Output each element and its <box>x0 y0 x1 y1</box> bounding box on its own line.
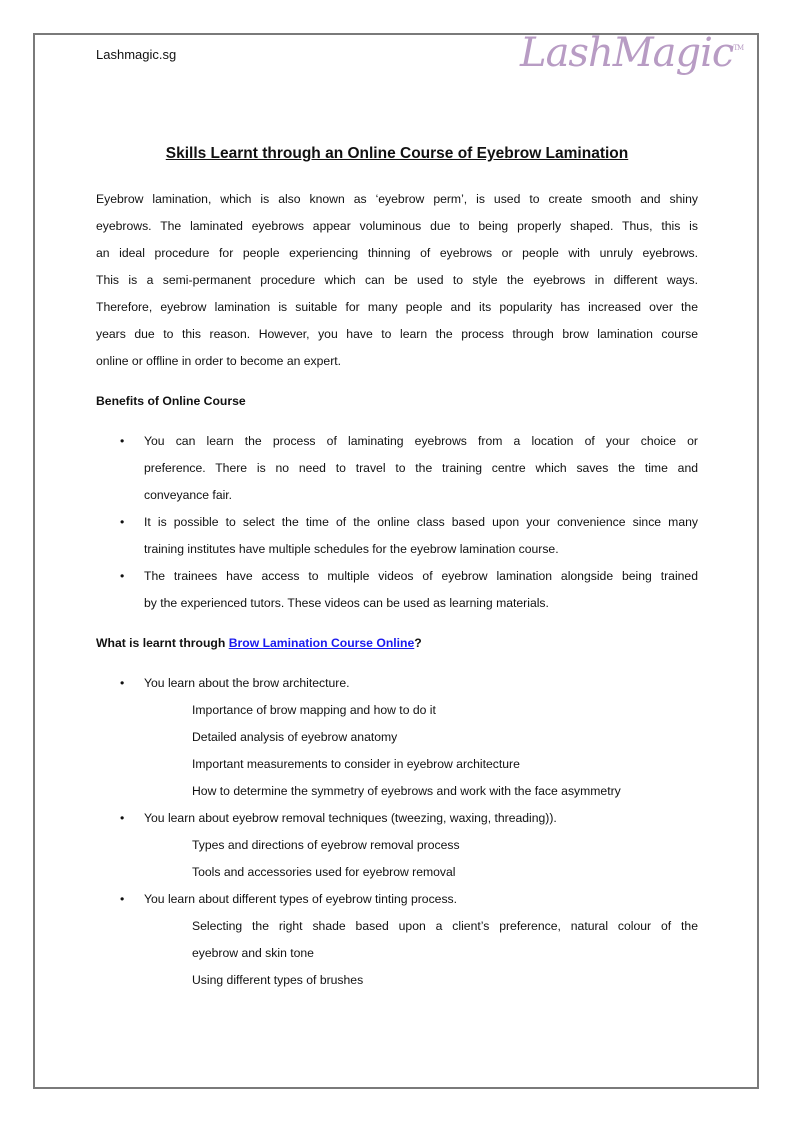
spacer <box>96 657 698 670</box>
bullet-icon: • <box>120 811 125 825</box>
text-line: This is a semi-permanent procedure which can be used to style the eyebrows in different ways. <box>96 273 698 287</box>
text-line: Detailed analysis of eyebrow anatomy <box>192 730 398 744</box>
text-line: How to determine the symmetry of eyebrows and work with the face asymmetry <box>192 784 621 798</box>
sub-item <box>96 913 698 967</box>
text-line: You learn about different types of eyebrow tinting process. <box>144 892 458 906</box>
bullet-item <box>96 886 698 913</box>
text-line: online or offline in order to become an expert. <box>96 354 342 368</box>
bullet-item <box>96 805 698 832</box>
document-body <box>96 186 698 994</box>
spacer <box>96 617 698 630</box>
bullet-icon: • <box>120 515 125 529</box>
text-line: Eyebrow lamination, which is also known as ‘eyebrow perm’, is used to create smooth and shiny <box>96 192 698 206</box>
lashmagic-logo <box>520 30 743 76</box>
text-line: preference. There is no need to travel to the training centre which saves the time and <box>144 461 698 475</box>
sub-item <box>96 751 698 778</box>
text-line: Selecting the right shade based upon a client’s preference, natural colour of the <box>192 919 698 933</box>
sub-item <box>96 724 698 751</box>
text-line: It is possible to select the time of the online class based upon your convenience since many <box>144 515 698 529</box>
learnt-heading <box>96 630 698 657</box>
sub-item <box>96 859 698 886</box>
text-line: The trainees have access to multiple videos of eyebrow lamination alongside being trained <box>144 569 698 583</box>
intro-paragraph <box>96 186 698 375</box>
bullet-icon: • <box>120 676 125 690</box>
learnt-heading-prefix: What is learnt through <box>96 636 229 650</box>
text-line: eyebrows. The laminated eyebrows appear voluminous due to being properly shaped. Thus, this is <box>96 219 698 233</box>
bullet-item <box>96 670 698 697</box>
sub-item <box>96 832 698 859</box>
text-line: Types and directions of eyebrow removal process <box>192 838 460 852</box>
spacer <box>96 375 698 388</box>
sub-item <box>96 778 698 805</box>
learnt-heading-suffix: ? <box>414 636 422 650</box>
sub-item <box>96 697 698 724</box>
logo-tm: TM <box>733 44 744 52</box>
text-line: You learn about eyebrow removal techniques (tweezing, waxing, threading)). <box>144 811 557 825</box>
spacer <box>96 415 698 428</box>
bullet-item <box>96 563 698 617</box>
text-line: years due to this reason. However, you have to learn the process through brow lamination course <box>96 327 698 341</box>
bullet-icon: • <box>120 434 125 448</box>
text-line: conveyance fair. <box>144 488 233 502</box>
benefits-heading: Benefits of Online Course <box>96 394 246 408</box>
bullet-item <box>96 428 698 509</box>
site-name: Lashmagic.sg <box>96 47 177 62</box>
text-line: training institutes have multiple schedules for the eyebrow lamination course. <box>144 542 559 556</box>
bullet-icon: • <box>120 892 125 906</box>
text-line: You learn about the brow architecture. <box>144 676 350 690</box>
text-line: Therefore, eyebrow lamination is suitable for many people and its popularity has increased over the <box>96 300 698 314</box>
document-title: Skills Learnt through an Online Course of Eyebrow Lamination <box>165 145 629 162</box>
logo-text: LashMagic <box>520 30 734 76</box>
text-line: Important measurements to consider in eyebrow architecture <box>192 757 520 771</box>
text-line: Importance of brow mapping and how to do it <box>192 703 436 717</box>
sub-item <box>96 967 698 994</box>
text-line: by the experienced tutors. These videos can be used as learning materials. <box>144 596 549 610</box>
brow-lamination-course-link[interactable]: Brow Lamination Course Online <box>228 636 415 650</box>
bullet-icon: • <box>120 569 125 583</box>
text-line: eyebrow and skin tone <box>192 946 314 960</box>
text-line: You can learn the process of laminating eyebrows from a location of your choice or <box>144 434 698 448</box>
text-line: Tools and accessories used for eyebrow removal <box>192 865 456 879</box>
bullet-item <box>96 509 698 563</box>
text-line: an ideal procedure for people experiencing thinning of eyebrows or people with unruly eyebrows. <box>96 246 698 260</box>
text-line: Using different types of brushes <box>192 973 364 987</box>
